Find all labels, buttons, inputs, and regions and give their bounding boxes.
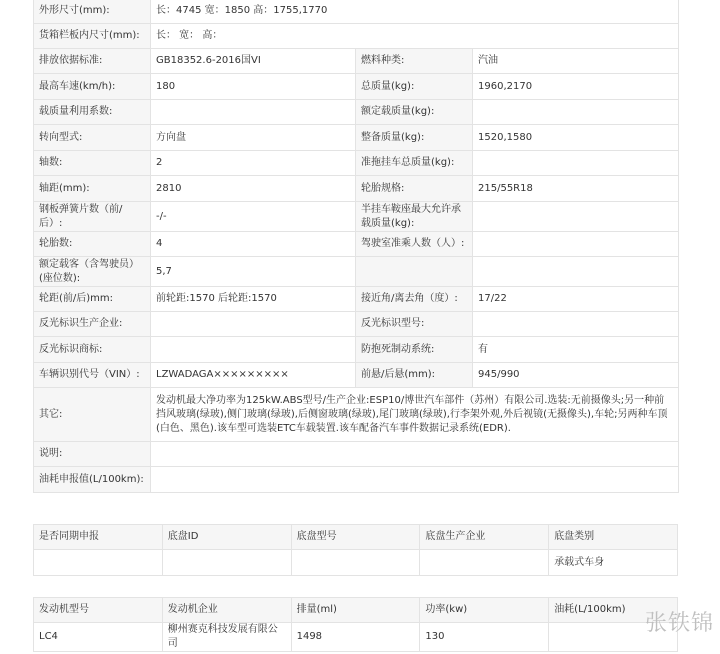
- engine-header-row: [34, 598, 678, 623]
- spec-label: 前悬/后悬(mm):: [356, 363, 473, 388]
- spec-value: [151, 467, 679, 493]
- spec-row: [34, 467, 679, 493]
- spec-value: [151, 312, 356, 337]
- chassis-header-cell: 底盘型号: [291, 525, 420, 550]
- spec-row: [34, 312, 679, 337]
- spec-value: -/-: [151, 202, 356, 232]
- spec-value: 长：4745 宽：1850 高：1755,1770: [151, 0, 679, 24]
- chassis-cell: [34, 550, 163, 576]
- engine-header-cell: 排量(ml): [291, 598, 420, 623]
- spec-value: 1520,1580: [473, 125, 679, 151]
- spec-value: 2: [151, 151, 356, 176]
- spec-label: 准拖挂车总质量(kg):: [356, 151, 473, 176]
- spec-value: 180: [151, 74, 356, 100]
- spec-label: 转向型式:: [34, 125, 151, 151]
- spec-row: [34, 337, 679, 363]
- chassis-header-cell: 是否同期申报: [34, 525, 163, 550]
- spec-label: 半挂车鞍座最大允许承载质量(kg):: [356, 202, 473, 232]
- spec-value: 2810: [151, 176, 356, 202]
- spec-label: 最高车速(km/h):: [34, 74, 151, 100]
- spec-value: 发动机最大净功率为125kW.ABS型号/生产企业:ESP10/博世汽车部件（苏州）有限公司.选装:无前摄像头;另一种前挡风玻璃(绿玻),侧门玻璃(绿玻),后侧窗玻璃(绿玻),尾门玻璃(绿玻),行李架外观,外后视镜(无摄像头),车轮;另两种车顶(白色、黑色).该车型可选装ETC车载装置.该车配备汽车事件数据记录系统(EDR).: [151, 388, 679, 442]
- spec-row: [34, 202, 679, 232]
- spec-label: 防抱死制动系统:: [356, 337, 473, 363]
- spec-label: 反光标识型号:: [356, 312, 473, 337]
- spec-value: 4: [151, 232, 356, 257]
- spec-label: 燃料种类:: [356, 49, 473, 74]
- chassis-header-cell: 底盘类别: [549, 525, 678, 550]
- engine-header-cell: 功率(kw): [420, 598, 549, 623]
- spec-label: 轴距(mm):: [34, 176, 151, 202]
- spec-row: [34, 24, 679, 49]
- spec-label: 额定载质量(kg):: [356, 100, 473, 125]
- spec-label: 轮胎规格:: [356, 176, 473, 202]
- watermark: 张铁锦: [644, 611, 714, 636]
- spec-row: [34, 363, 679, 388]
- spec-label: 接近角/离去角（度）:: [356, 287, 473, 312]
- spec-label: 总质量(kg):: [356, 74, 473, 100]
- spec-value: 945/990: [473, 363, 679, 388]
- spec-label: 轴数:: [34, 151, 151, 176]
- spec-label: 载质量利用系数:: [34, 100, 151, 125]
- spec-row: [34, 49, 679, 74]
- spec-row: [34, 232, 679, 257]
- chassis-cell: [420, 550, 549, 576]
- spec-value: [473, 151, 679, 176]
- engine-header-cell: 发动机型号: [34, 598, 163, 623]
- engine-header-cell: 油耗(L/100km): [549, 598, 678, 623]
- engine-cell: 1498: [291, 623, 420, 652]
- spec-value: [473, 232, 679, 257]
- chassis-table: [33, 524, 678, 576]
- spec-label: 车辆识别代号（VIN）:: [34, 363, 151, 388]
- spec-value: [473, 257, 679, 287]
- spec-row: [34, 257, 679, 287]
- spec-value: [473, 312, 679, 337]
- spec-value: [151, 442, 679, 467]
- spec-label: 轮距(前/后)mm:: [34, 287, 151, 312]
- spec-value: 17/22: [473, 287, 679, 312]
- spec-value: LZWADAGA×××××××××: [151, 363, 356, 388]
- spec-label: [356, 257, 473, 287]
- engine-cell: LC4: [34, 623, 163, 652]
- spec-row: [34, 0, 679, 24]
- spec-label: 驾驶室准乘人数（人）:: [356, 232, 473, 257]
- spec-row: [34, 125, 679, 151]
- spec-label: 钢板弹簧片数（前/后）:: [34, 202, 151, 232]
- spec-value: 5,7: [151, 257, 356, 287]
- spec-label: 反光标识商标:: [34, 337, 151, 363]
- engine-table: [33, 597, 678, 652]
- chassis-header-cell: 底盘生产企业: [420, 525, 549, 550]
- spec-row: [34, 287, 679, 312]
- chassis-header-cell: 底盘ID: [162, 525, 291, 550]
- spec-label: 外形尺寸(mm):: [34, 0, 151, 24]
- spec-label: 整备质量(kg):: [356, 125, 473, 151]
- spec-value: 前轮距:1570 后轮距:1570: [151, 287, 356, 312]
- spec-value: [151, 100, 356, 125]
- spec-value: 方向盘: [151, 125, 356, 151]
- vehicle-specs-table: [33, 0, 679, 493]
- spec-value: [473, 100, 679, 125]
- spec-value: GB18352.6-2016国VI: [151, 49, 356, 74]
- chassis-cell: [291, 550, 420, 576]
- spec-label: 其它:: [34, 388, 151, 442]
- spec-row: [34, 388, 679, 442]
- spec-value: [151, 337, 356, 363]
- spec-value: 长： 宽： 高：: [151, 24, 679, 49]
- spec-value: [473, 202, 679, 232]
- spec-row: [34, 100, 679, 125]
- chassis-cell: 承载式车身: [549, 550, 678, 576]
- engine-cell: 柳州赛克科技发展有限公司: [162, 623, 291, 652]
- spec-row: [34, 442, 679, 467]
- spec-label: 说明:: [34, 442, 151, 467]
- spec-label: 油耗申报值(L/100km):: [34, 467, 151, 493]
- spec-value: 有: [473, 337, 679, 363]
- spec-row: [34, 74, 679, 100]
- chassis-header-row: [34, 525, 678, 550]
- spec-label: 反光标识生产企业:: [34, 312, 151, 337]
- engine-cell: 130: [420, 623, 549, 652]
- chassis-cell: [162, 550, 291, 576]
- spec-value: 215/55R18: [473, 176, 679, 202]
- engine-data-row: [34, 623, 678, 652]
- spec-row: [34, 151, 679, 176]
- spec-value: 1960,2170: [473, 74, 679, 100]
- spec-row: [34, 176, 679, 202]
- spec-label: 排放依据标准:: [34, 49, 151, 74]
- spec-label: 轮胎数:: [34, 232, 151, 257]
- chassis-data-row: [34, 550, 678, 576]
- spec-value: 汽油: [473, 49, 679, 74]
- spec-label: 额定载客（含驾驶员）(座位数):: [34, 257, 151, 287]
- engine-header-cell: 发动机企业: [162, 598, 291, 623]
- spec-label: 货箱栏板内尺寸(mm):: [34, 24, 151, 49]
